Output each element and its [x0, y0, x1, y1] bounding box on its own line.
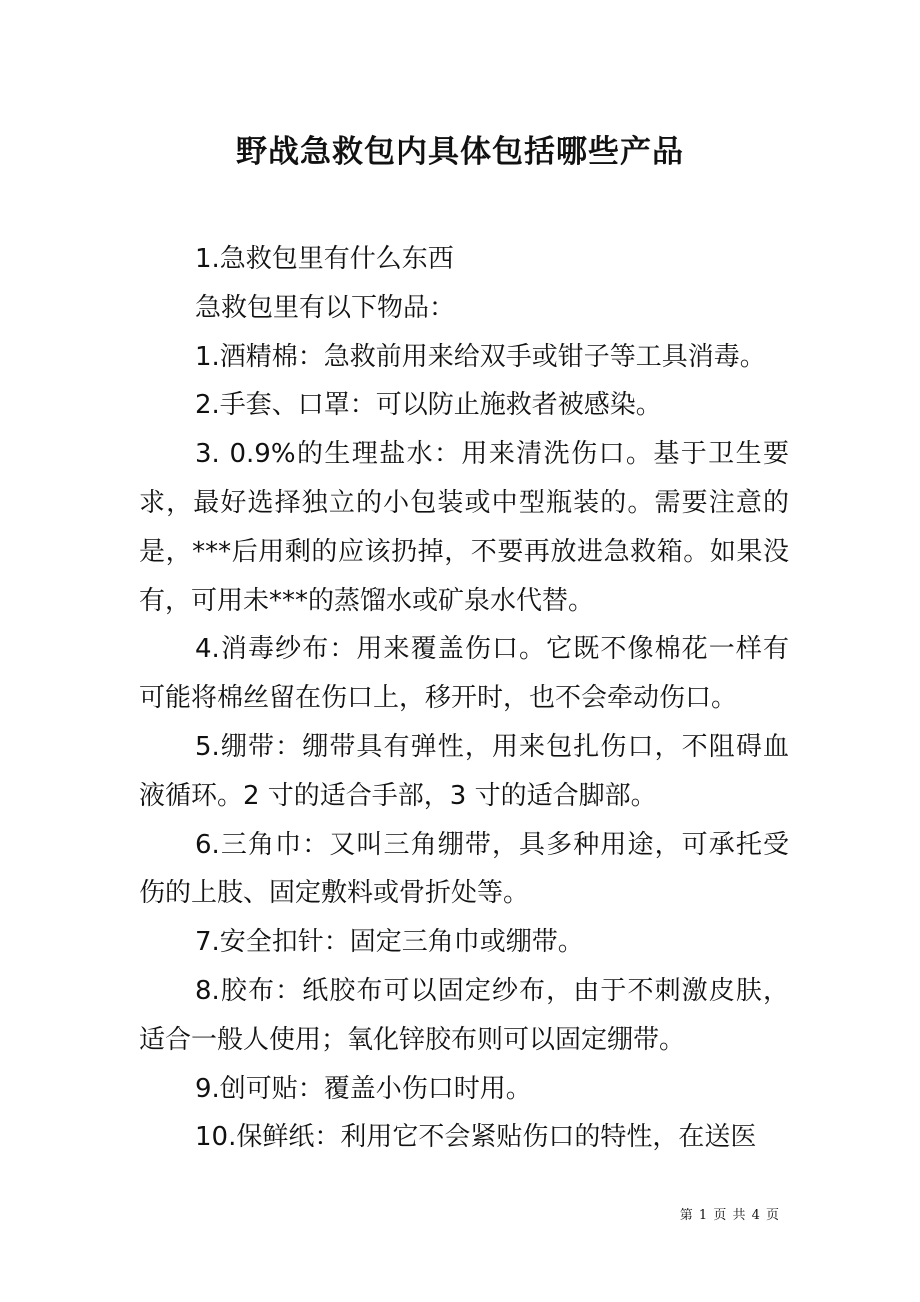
paragraph-12: 10.保鲜纸：利用它不会紧贴伤口的特性，在送医 — [195, 1122, 757, 1153]
paragraph-4: 2.手套、口罩：可以防止施救者被感染。 — [195, 390, 662, 421]
paragraph-9: 7.安全扣针：固定三角巾或绷带。 — [195, 927, 584, 958]
paragraph-5: 3. 0.9%的生理盐水：用来清洗伤口。基于卫生要求，最好选择独立的小包装或中型瓶装的。需要注意的是，***后用剩的应该扔掉，不要再放进急救箱。如果没有，可用未***的蒸馏水或矿泉水代替。 — [139, 439, 789, 616]
paragraph-6: 4.消毒纱布：用来覆盖伤口。它既不像棉花一样有可能将棉丝留在伤口上，移开时，也不会牵动伤口。 — [139, 634, 789, 714]
paragraph-1: 1.急救包里有什么东西 — [195, 244, 454, 274]
paragraph-8: 6.三角巾：又叫三角绷带，具多种用途，可承托受伤的上肢、固定敷料或骨折处等。 — [139, 829, 789, 909]
page-title: 野战急救包内具体包括哪些产品 — [236, 134, 684, 170]
paragraph-2: 急救包里有以下物品： — [195, 292, 456, 323]
page-number: 第 1 页 共 4 页 — [679, 1208, 780, 1223]
paragraph-10: 8.胶布：纸胶布可以固定纱布，由于不刺激皮肤，适合一般人使用；氧化锌胶布则可以固定绷带。 — [139, 975, 789, 1055]
paragraph-11: 9.创可贴：覆盖小伤口时用。 — [195, 1073, 532, 1104]
paragraph-3: 1.酒精棉：急救前用来给双手或钳子等工具消毒。 — [195, 341, 766, 372]
paragraph-7: 5.绷带：绷带具有弹性，用来包扎伤口，不阻碍血液循环。2 寸的适合手部，3 寸的适合脚部。 — [139, 731, 789, 811]
document-body — [139, 235, 789, 1162]
